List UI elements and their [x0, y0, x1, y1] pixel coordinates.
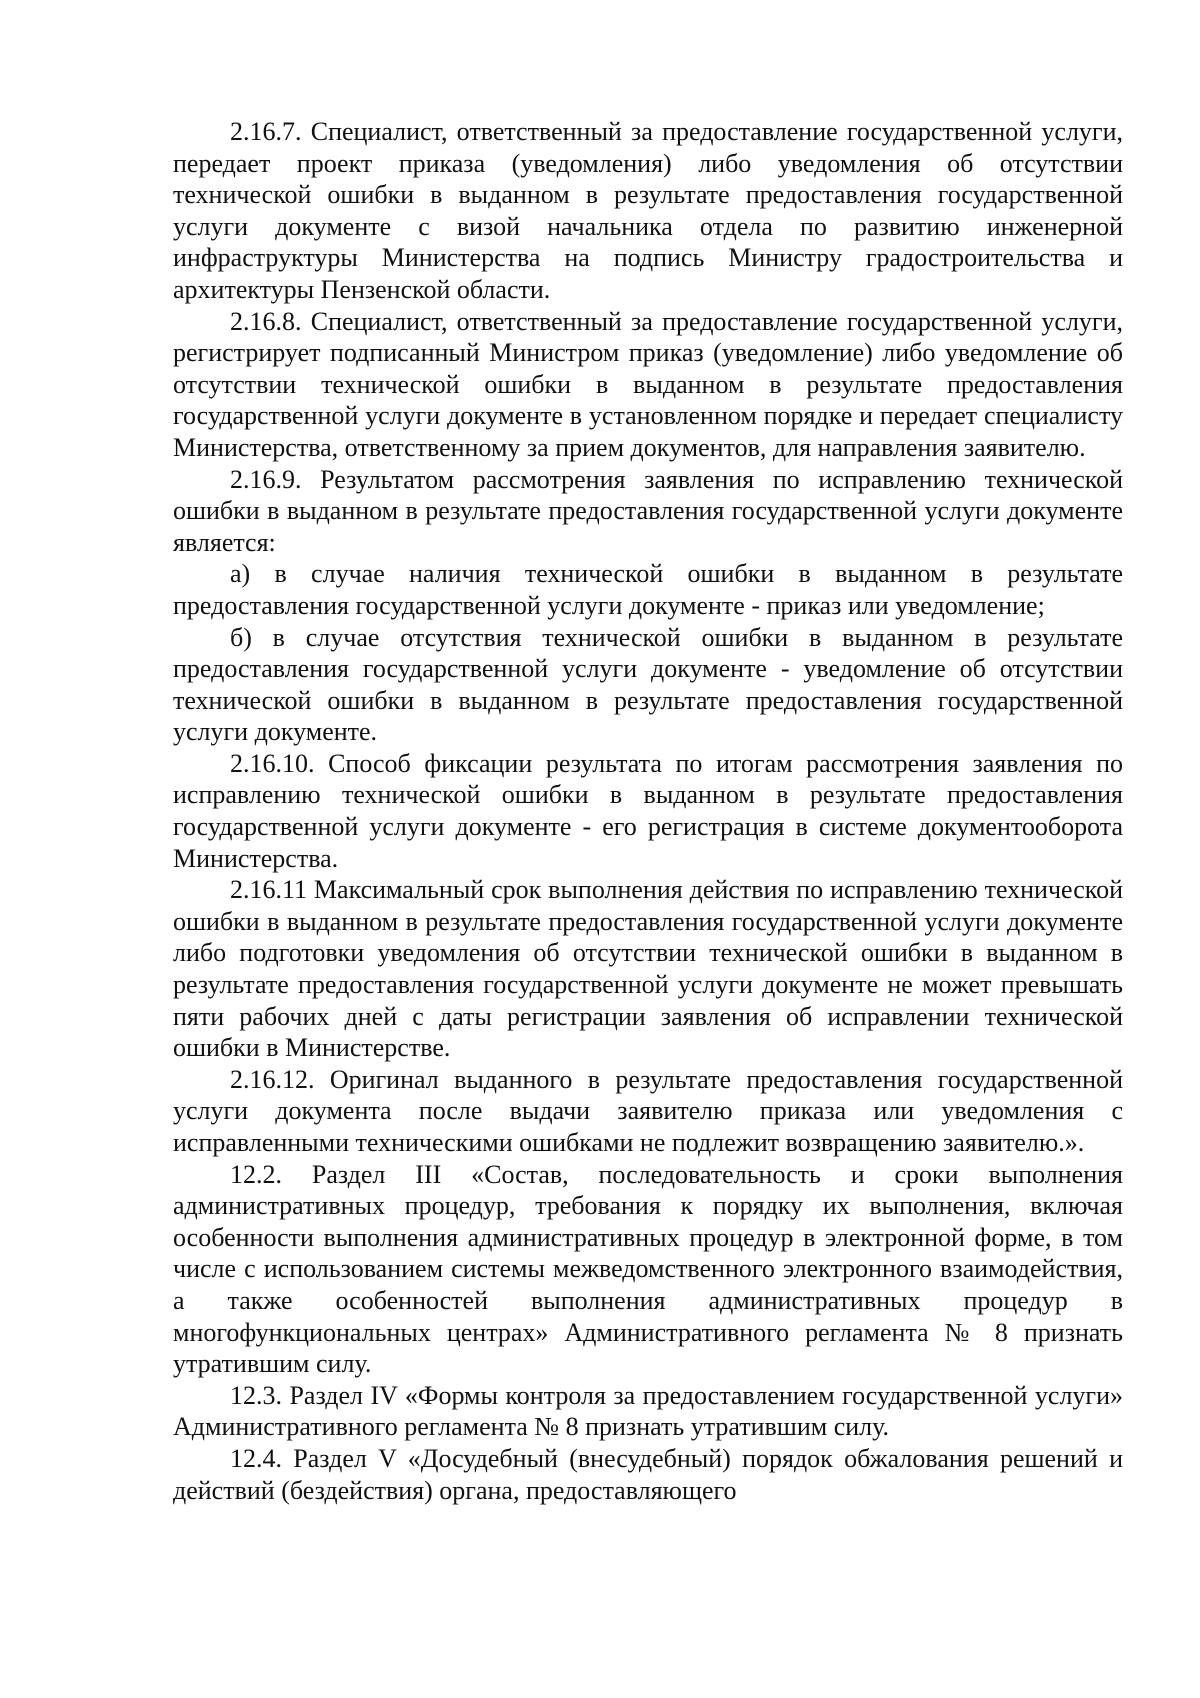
paragraph-2-16-11: 2.16.11 Максимальный срок выполнения действия по исправлению технической ошибки в выданном в результате предоставления государственной услуги документе либо подготовки уведомления об отсутствии технической ошибки в выданном в результате предоставления государственной услуги документе не может превышать пяти рабочих дней с даты регистрации заявления об исправлении технической ошибки в Министерстве.	[173, 875, 1123, 1063]
paragraph-12-3: 12.3. Раздел IV «Формы контроля за предоставлением государственной услуги» Административного регламента № 8 признать утратившим силу.	[173, 1380, 1123, 1442]
paragraph-2-16-9: 2.16.9. Результатом рассмотрения заявления по исправлению технической ошибки в выданном в результате предоставления государственной услуги документе является:	[173, 464, 1123, 557]
paragraph-2-16-12: 2.16.12. Оригинал выданного в результате предоставления государственной услуги документа после выдачи заявителю приказа или уведомления с исправленными техническими ошибками не подлежит возвращению заявителю.».	[173, 1064, 1123, 1157]
paragraph-2-16-7: 2.16.7. Специалист, ответственный за предоставление государственной услуги, передает проект приказа (уведомления) либо уведомления об отсутствии технической ошибки в выданном в результате предоставления государственной услуги документе с визой начальника отдела по развитию инженерной инфраструктуры Министерства на подпись Министру градостроительства и архитектуры Пензенской области.	[173, 117, 1123, 304]
paragraph-12-2: 12.2. Раздел III «Состав, последовательность и сроки выполнения административных процедур, требования к порядку их выполнения, включая особенности выполнения административных процедур в электронной форме, в том числе с использованием системы межведомственного электронного взаимодействия, а также особенностей выполнения административных процедур в многофункциональных центрах» Административного регламента № 8 признать утратившим силу.	[173, 1159, 1123, 1379]
paragraph-item-a: а) в случае наличия технической ошибки в выданном в результате предоставления государственной услуги документе - приказ или уведомление;	[173, 559, 1123, 620]
paragraph-12-4: 12.4. Раздел V «Досудебный (внесудебный) порядок обжалования решений и действий (бездействия) органа, предоставляющего	[173, 1443, 1123, 1505]
paragraph-2-16-8: 2.16.8. Специалист, ответственный за предоставление государственной услуги, регистрирует подписанный Министром приказ (уведомление) либо уведомление об отсутствии технической ошибки в выданном в результате предоставления государственной услуги документе в установленном порядке и передает специалисту Министерства, ответственному за прием документов, для направления заявителю.	[173, 306, 1123, 462]
document-page	[173, 116, 1123, 1506]
paragraph-2-16-10: 2.16.10. Способ фиксации результата по итогам рассмотрения заявления по исправлению технической ошибки в выданном в результате предоставления государственной услуги документе - его регистрация в системе документооборота Министерства.	[173, 748, 1123, 873]
paragraph-item-b: б) в случае отсутствия технической ошибки в выданном в результате предоставления государственной услуги документе - уведомление об отсутствии технической ошибки в выданном в результате предоставления государственной услуги документе.	[173, 622, 1123, 747]
